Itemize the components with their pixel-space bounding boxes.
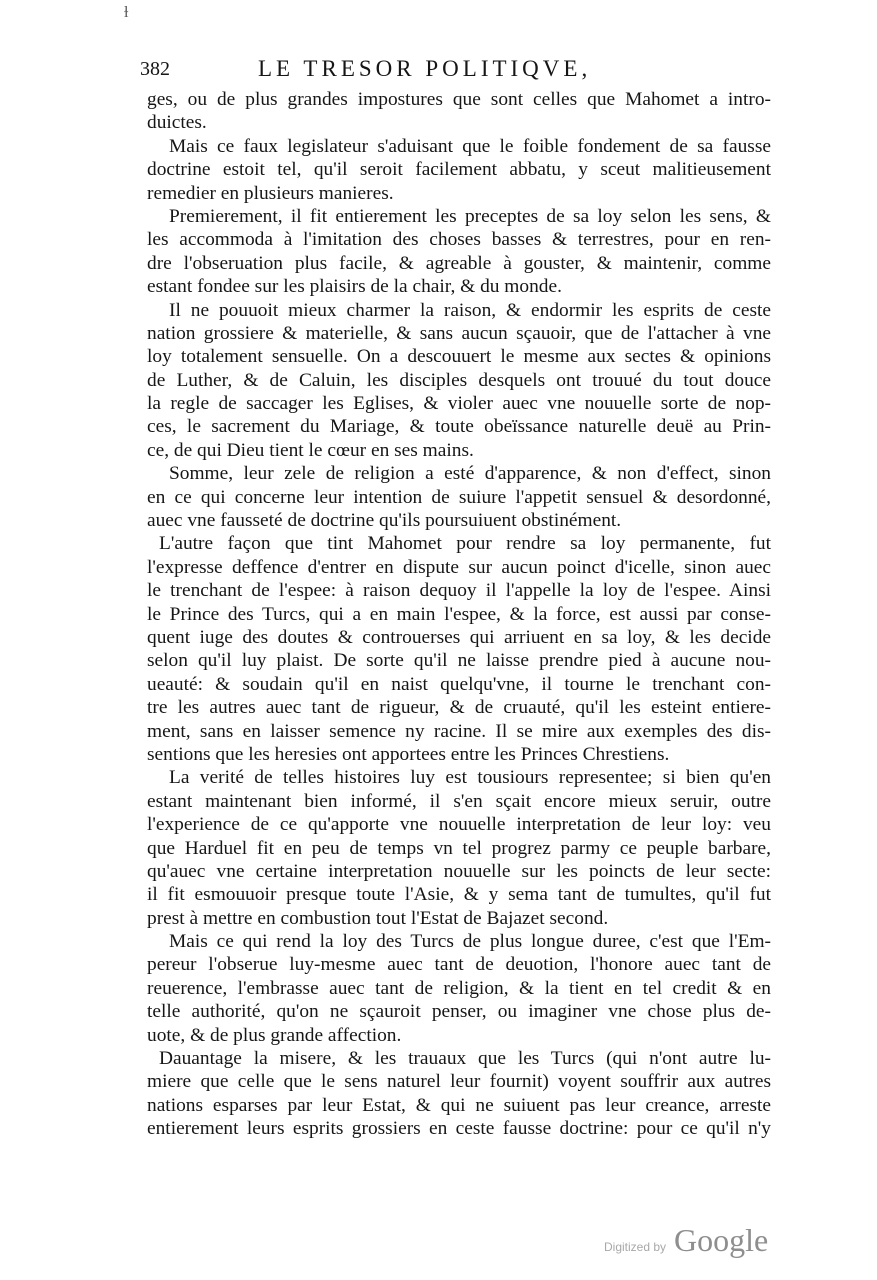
page-header: [140, 58, 700, 88]
text-line: loy totalement sensuelle. On a descouuert le mesme aux sectes & opinions: [147, 346, 771, 368]
paragraph-start-line: L'autre façon que tint Mahomet pour rendre sa loy permanente, fut: [159, 533, 771, 555]
text-line: tre les autres auec tant de rigueur, & de cruauté, qu'il les esteint entiere-: [147, 697, 771, 719]
text-line: estant maintenant bien informé, il s'en sçait encore mieux seruir, outre: [147, 790, 771, 812]
paragraph-start-line: Dauantage la misere, & les trauaux que les Turcs (qui n'ont autre lu-: [159, 1048, 771, 1070]
text-line: dre l'obseruation plus facile, & agreable à gouster, & maintenir, comme: [147, 252, 771, 274]
body-text: [147, 88, 771, 1141]
text-line: ce, de qui Dieu tient le cœur en ses mains.: [147, 439, 474, 461]
text-line: nations esparses par leur Estat, & qui ne suiuent pas leur creance, arreste: [147, 1094, 771, 1116]
text-line: pereur l'obserue luy-mesme auec tant de deuotion, l'honore auec tant de: [147, 954, 771, 976]
text-line: l'expresse deffence d'entrer en dispute sur aucun poinct d'icelle, sinon auec: [147, 556, 771, 578]
text-line: de Luther, & de Caluin, les disciples desquels ont trouué du tout douce: [147, 369, 771, 391]
digitized-label: Digitized by: [604, 1240, 667, 1254]
text-line: doctrine estoit tel, qu'il seroit facilement abbatu, y sceut malitieusement: [147, 159, 771, 181]
text-line: en ce qui concerne leur intention de suiure l'appetit sensuel & desordonné,: [147, 486, 771, 508]
text-line: les accommoda à l'imitation des choses basses & terrestres, pour en ren-: [147, 229, 771, 251]
paragraph-start-line: Il ne pouuoit mieux charmer la raison, & endormir les esprits de ceste: [169, 299, 771, 321]
text-line: le Prince des Turcs, qui a en main l'espee, & la force, est aussi par conse-: [147, 603, 771, 625]
text-line: miere que celle que le sens naturel leur fournit) voyent souffrir aux autres: [147, 1071, 771, 1093]
text-line: quent iuge des doutes & controuerses qui arriuent en sa loy, & les decide: [147, 626, 771, 648]
paragraph-start-line: Somme, leur zele de religion a esté d'apparence, & non d'effect, sinon: [169, 463, 771, 485]
paragraph-start-line: Premierement, il fit entierement les preceptes de sa loy selon les sens, &: [169, 205, 771, 227]
text-line: entierement leurs esprits grossiers en ceste fausse doctrine: pour ce qu'il n'y: [147, 1118, 771, 1140]
text-line: estant fondee sur les plaisirs de la chair, & du monde.: [147, 276, 562, 298]
text-line: telle authorité, qu'on ne sçauroit penser, ou imaginer vne chose plus de-: [147, 1001, 771, 1023]
text-line: que Harduel fit en peu de temps vn tel progrez parmy ce peuple barbare,: [147, 837, 771, 859]
page-number: 382: [140, 58, 170, 80]
text-line: sentions que les heresies ont apportees entre les Princes Chrestiens.: [147, 743, 670, 765]
text-line: le trenchant de l'espee: à raison dequoy il l'appelle la loy de l'espee. Ainsi: [147, 580, 771, 602]
text-line: reuerence, l'embrasse auec tant de religion, & la tient en tel credit & en: [147, 977, 771, 999]
text-line: ueauté: & soudain qu'il en naist quelqu'vne, il tourne le trenchant con-: [147, 673, 771, 695]
text-line: prest à mettre en combustion tout l'Estat de Bajazet second.: [147, 907, 609, 929]
text-line: ges, ou de plus grandes impostures que sont celles que Mahomet a intro-: [147, 89, 771, 110]
text-line: uote, & de plus grande affection.: [147, 1024, 402, 1046]
google-logo: Google: [674, 1222, 769, 1258]
paragraph-start-line: Mais ce qui rend la loy des Turcs de plus longue duree, c'est que l'Em-: [169, 931, 771, 953]
paragraph-start-line: Mais ce faux legislateur s'aduisant que le foible fondement de sa fausse: [169, 135, 771, 157]
text-line: qu'auec vne certaine interpretation nouuelle sur les poincts de leur secte:: [147, 860, 771, 882]
text-line: l'experience de ce qu'apporte vne nouuelle interpretation de leur loy: veu: [147, 814, 771, 836]
text-line: ces, le sacrement du Mariage, & toute obeïssance naturelle deuë au Prin-: [147, 416, 771, 438]
running-title: LE TRESOR POLITIQVE,: [258, 56, 592, 81]
digitized-watermark: [604, 1222, 804, 1266]
text-line: auec vne fausseté de doctrine qu'ils poursuiuent obstinément.: [147, 510, 622, 532]
text-line: la regle de saccager les Eglises, & violer auec vne nouuelle sorte de nop-: [147, 393, 771, 415]
paragraph-start-line: La verité de telles histoires luy est tousiours representee; si bien qu'en: [169, 767, 771, 789]
text-line: il fit esmouuoir presque toute l'Asie, & y sema tant de tumultes, qu'il fut: [147, 884, 771, 906]
corner-mark: ɫ: [124, 4, 129, 21]
text-line: duictes.: [147, 112, 207, 134]
text-line: ment, sans en laisser semence ny racine. Il se mire aux exemples des dis-: [147, 720, 771, 742]
text-line: nation grossiere & materielle, & sans aucun sçauoir, que de l'attacher à vne: [147, 322, 771, 344]
text-line: selon qu'il luy plaist. De sorte qu'il ne laisse prendre pied à aucune nou-: [147, 650, 771, 672]
text-line: remedier en plusieurs manieres.: [147, 182, 394, 204]
